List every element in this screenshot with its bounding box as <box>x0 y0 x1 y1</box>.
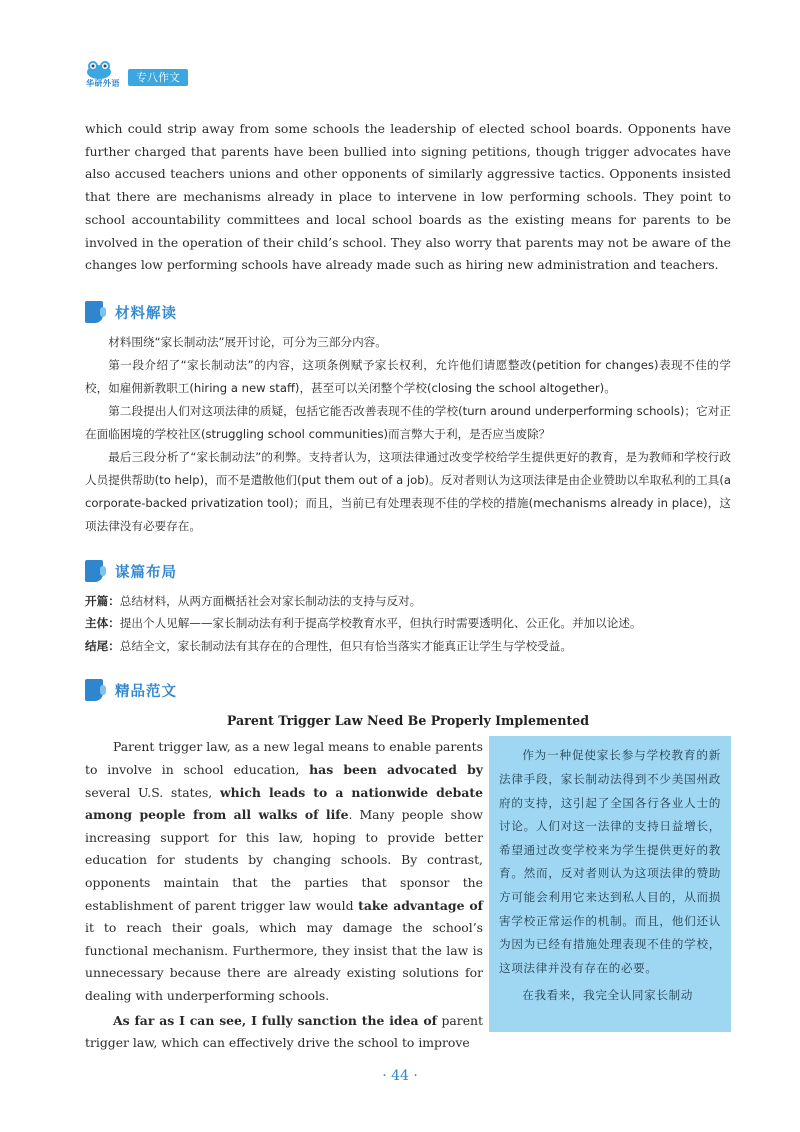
structure-text: 提出个人见解——家长制动法有利于提高学校教育水平，但执行时需要透明化、公正化。并加以论述。 <box>119 616 642 631</box>
essay-english <box>85 736 483 1054</box>
intro-paragraph: which could strip away from some schools the leadership of elected school boards. Opponents have further charged that parents have been bullied into signing petitions, though trigger advocates have also accused teachers unions and other opponents of similarly aggressive tactics. Opponents insisted that there are mechanisms already in place to intervene in low performing schools. They point to school accountability committees and local school boards as the existing means for parents to be involved in the operation of their child’s school. They also worry that parents may not be aware of the changes low performing schools have already made such as hiring new administration and teachers. <box>85 121 731 273</box>
structure-item <box>85 612 731 635</box>
translation-paragraph: 作为一种促使家长参与学校教育的新法律手段，家长制动法得到不少美国州政府的支持，这引起了全国各行各业人士的讨论。人们对这一法律的支持日益增长，希望通过改变学校来为学生提供更好的教育。然而，反对者则认为这项法律的赞助方可能会利用它来达到私人目的，从而损害学校正常运作的机制。而且，他们还认为因为已经有措施处理表现不佳的学校，这项法律并没有存在的必要。 <box>499 748 721 975</box>
structure-item <box>85 635 731 658</box>
bold-phrase: has been advocated by <box>309 762 484 778</box>
essay-paragraph <box>85 1010 483 1055</box>
section-title: 材料解读 <box>115 305 177 322</box>
material-analysis <box>85 331 731 538</box>
analysis-paragraph: 第一段介绍了“家长制动法”的内容，这项条例赋予家长权利，允许他们请愿整改(petition for changes)表现不佳的学校，如雇佣新教职工(hiring a new staff)，甚至可以关闭整个学校(closing the school altogether)。 <box>85 357 731 395</box>
text-run: several U.S. states, <box>85 784 220 800</box>
bold-phrase: As far as I can see, I fully sanction the idea of <box>113 1012 437 1028</box>
structure-label: 开篇： <box>85 593 120 608</box>
section-title: 谋篇布局 <box>115 564 177 581</box>
bookmark-icon <box>85 679 103 701</box>
essay-body <box>85 736 731 1051</box>
bold-phrase: take advantage of <box>358 897 483 913</box>
structure-text: 总结材料，从两方面概括社会对家长制动法的支持与反对。 <box>119 593 422 608</box>
structure-text: 总结全文，家长制动法有其存在的合理性，但只有恰当落实才能真正让学生与学校受益。 <box>119 638 572 653</box>
structure-label: 主体： <box>85 616 120 631</box>
text-run: it to reach their goals, which may damage the school’s functional mechanism. Furthermore, they insist that the law is unnecessary because there are already existing solutions for dealing with underperforming schools. <box>85 920 483 1003</box>
text-run: Parent trigger law, as a new legal means to enable parents to involve in school education, <box>85 739 483 778</box>
essay-paragraph <box>85 736 483 1007</box>
structure-list <box>85 590 731 658</box>
analysis-paragraph: 材料围绕“家长制动法”展开讨论，可分为三部分内容。 <box>108 334 387 349</box>
translation-paragraph: 在我看来，我完全认同家长制动 <box>522 988 693 1003</box>
translation-box <box>489 736 731 1032</box>
analysis-paragraph: 最后三段分析了“家长制动法”的利弊。支持者认为，这项法律通过改变学校给学生提供更好的教育，是为教师和学校行政人员提供帮助(to help)，而不是遣散他们(put them out of a job)。反对者则认为这项法律是由企业赞助以牟取私利的工具(a corporate-backed privatization tool)；而且，当前已有处理表现不佳的学校的措施(mechanisms already in place)，这项法律没有必要存在。 <box>85 449 731 533</box>
structure-label: 结尾： <box>85 638 120 653</box>
bold-phrase: which leads to a nationwide debate among people from all walks of life <box>85 784 483 823</box>
section-header-material <box>85 299 731 325</box>
section-header-sample <box>85 677 731 703</box>
section-title: 精品范文 <box>115 684 177 701</box>
bookmark-icon <box>85 560 103 582</box>
essay-title: Parent Trigger Law Need Be Properly Implemented <box>226 713 590 729</box>
text-run: parent trigger law, which can effectively drive the school to improve <box>85 1012 483 1051</box>
analysis-paragraph: 第二段提出人们对这项法律的质疑，包括它能否改善表现不佳的学校(turn around underperforming schools)；它对正在面临困境的学校社区(struggling school communities)而言弊大于利，是否应当废除？ <box>85 403 731 441</box>
category-tag: 专八作文 <box>128 69 188 86</box>
structure-item <box>85 590 731 613</box>
main-content <box>85 118 731 1051</box>
page-header <box>78 60 278 90</box>
section-header-structure <box>85 558 731 584</box>
text-run: . Many people show increasing support for this law, hoping to provide better education for students by changing schools. By contrast, opponents maintain that the parties that sponsor the establishment of parent trigger law would <box>85 807 483 913</box>
logo-text: 华研外语 <box>86 79 120 88</box>
page-number: · 44 · <box>382 1068 418 1084</box>
bookmark-icon <box>85 301 103 323</box>
